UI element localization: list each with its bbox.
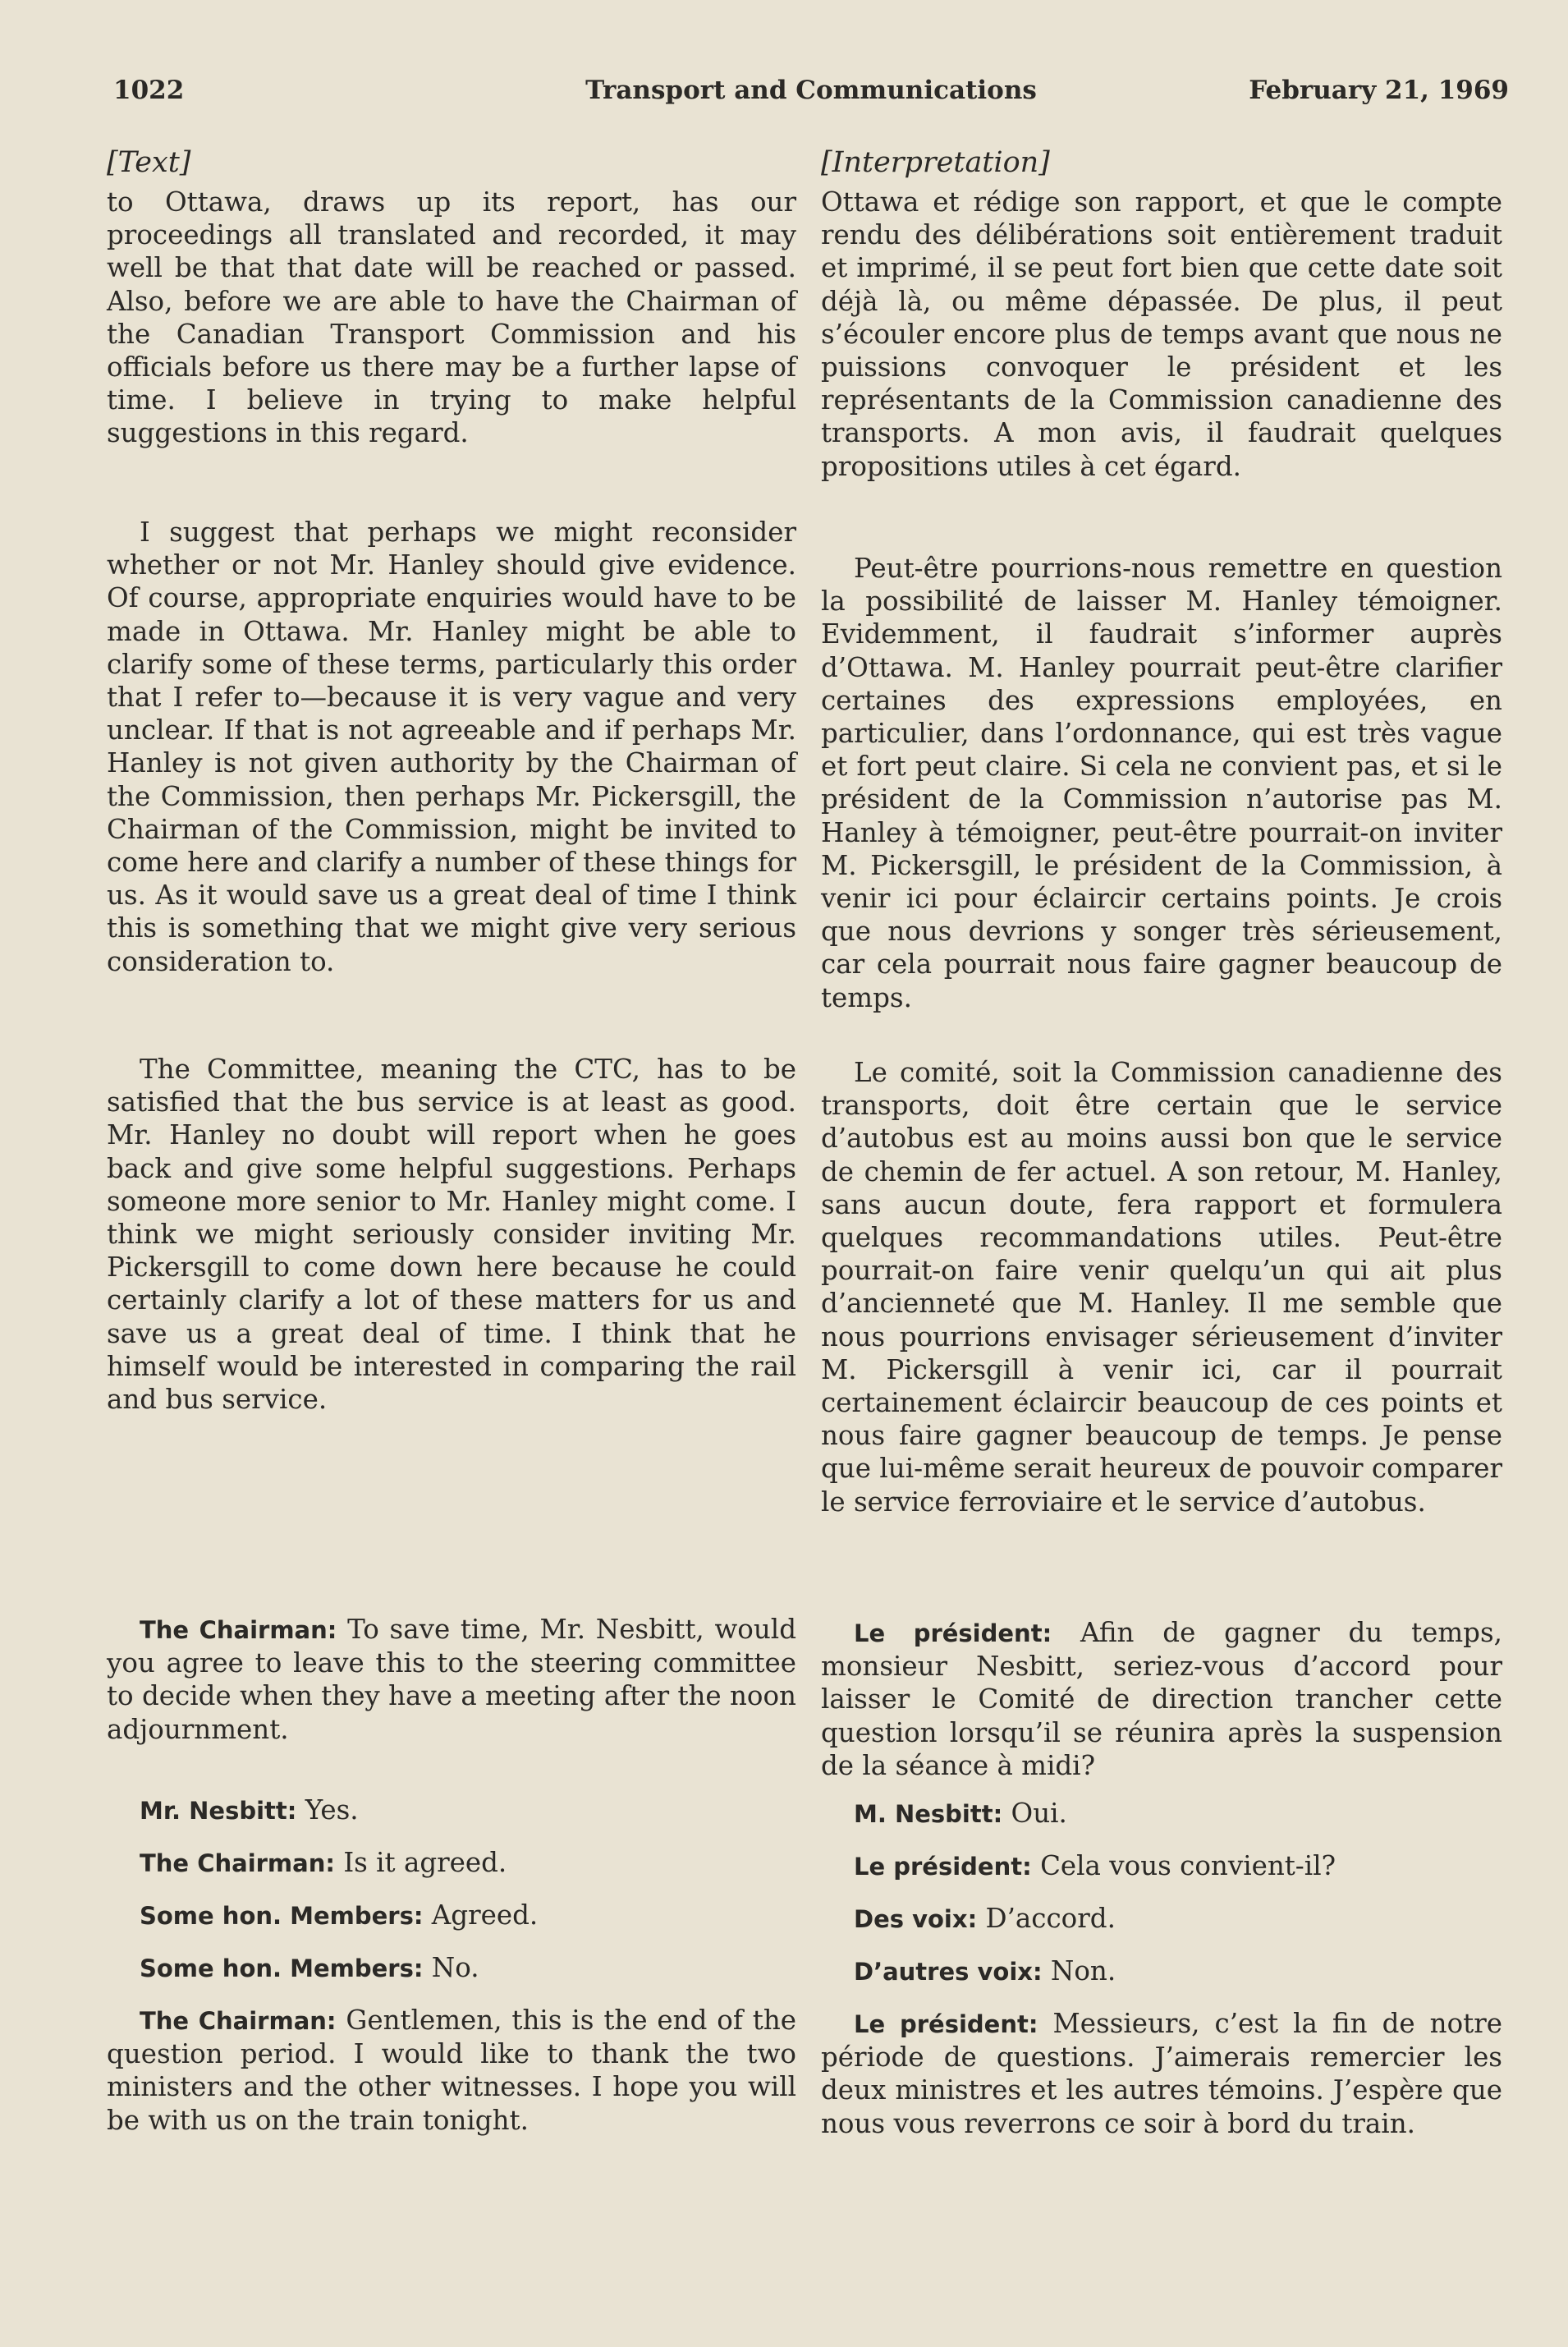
paragraph-1: Ottawa et rédige son rapport, et que le compte rendu des délibérations soit entièrement traduit et imprimé, il se peut fort bien que cette date soit déjà là, ou même dépassée. De plus, il peut s’écouler encore plus de temps avant que nous ne puissions convoquer le président et les représentants de la Commission canadienne des transports. A mon avis, il faudrait quelques propositions utiles à cet égard. — [821, 186, 1502, 482]
speaker-name: M. Nesbitt: — [854, 1800, 1003, 1828]
speech-president-3 — [821, 2007, 1502, 2140]
page-number: 1022 — [113, 76, 185, 105]
speech-president-1 — [821, 1616, 1502, 1782]
column-label-text: [Text] — [107, 146, 191, 179]
speech-text: Gentlemen, this is the end of the question period. I would like to thank the two ministers and the other witnesses. I hope you will be with us on the train tonight. — [107, 2005, 796, 2136]
speech-voices-agreed — [821, 1902, 1502, 1936]
speech-text: No. — [431, 1952, 479, 1983]
speech-chairman-3 — [107, 2004, 796, 2137]
speech-text: Oui. — [1011, 1798, 1067, 1829]
speech-text: Non. — [1050, 1955, 1116, 1986]
column-label-interpretation: [Interpretation] — [821, 146, 1050, 179]
speaker-name: The Chairman: — [140, 2007, 337, 2035]
speech-text: To save time, Mr. Nesbitt, would you agree to leave this to the steering committee to decide when they have a meeting after the noon adjournment. — [107, 1614, 796, 1745]
speech-voices-no — [821, 1954, 1502, 1988]
speech-text: Cela vous convient-il? — [1040, 1850, 1336, 1881]
speech-text: Is it agreed. — [343, 1847, 507, 1878]
page-header — [113, 76, 1509, 117]
speech-text: Messieurs, c’est la fin de notre période de questions. J’aimerais remercier les deux ministres et les autres témoins. J’espère que nous vous reverrons ce soir à bord du train. — [821, 2008, 1502, 2139]
speaker-name: D’autres voix: — [854, 1958, 1043, 1986]
french-column — [821, 146, 1502, 2139]
speaker-name: The Chairman: — [140, 1616, 337, 1644]
page-date: February 21, 1969 — [1249, 76, 1509, 105]
paragraph-1: to Ottawa, draws up its report, has our proceedings all translated and recorded, it may well be that that date will be reached or passed. Also, before we are able to have the Chairman of the Canadian Transport Commission and his officials before us there may be a further lapse of time. I believe in trying to make helpful suggestions in this regard. — [107, 186, 796, 449]
speech-text: Agreed. — [431, 1899, 539, 1931]
speaker-name: Des voix: — [854, 1905, 978, 1933]
running-title: Transport and Communications — [585, 76, 1037, 105]
speech-members-no — [107, 1951, 796, 1985]
speech-text: Yes. — [305, 1794, 359, 1826]
speaker-name: Le président: — [854, 1853, 1032, 1881]
speech-chairman-2 — [107, 1846, 796, 1880]
paragraph-2: I suggest that perhaps we might reconsider whether or not Mr. Hanley should give evidence. Of course, appropriate enquiries would have to be made in Ottawa. Mr. Hanley might be able to clarify some of these terms, particularly this order that I refer to—because it is very vague and very unclear. If that is not agreeable and if perhaps Mr. Hanley is not given authority by the Chairman of the Commission, then perhaps Mr. Pickersgill, the Chairman of the Commission, might be invited to come here and clarify a number of these things for us. As it would save us a great deal of time I think this is something that we might give very serious consideration to. — [107, 517, 796, 977]
speech-president-2 — [821, 1849, 1502, 1883]
paragraph-2: Peut-être pourrions-nous remettre en question la possibilité de laisser M. Hanley témoigner. Evidemment, il faudrait s’informer auprès d’Ottawa. M. Hanley pourrait peut-être clarifier certaines des expressions employées, en particulier, dans l’ordonnance, qui est très vague et fort peut claire. Si cela ne convient pas, et si le président de la Commission n’autorise pas M. Hanley à témoigner, peut-être pourrait-on inviter M. Pickersgill, le président de la Commission, à venir ici pour éclaircir certains points. Je crois que nous devrions y songer très sérieusement, car cela pourrait nous faire gagner beaucoup de temps. — [821, 553, 1502, 1013]
paragraph-3: Le comité, soit la Commission canadienne des transports, doit être certain que le service d’autobus est au moins aussi bon que le service de chemin de fer actuel. A son retour, M. Hanley, sans aucun doute, fera rapport et formulera quelques recommandations utiles. Peut-être pourrait-on faire venir quelqu’un qui ait plus d’ancienneté que M. Hanley. Il me semble que nous pourrions envisager sérieusement d’inviter M. Pickersgill à venir ici, car il pourrait certainement éclaircir beaucoup de ces points et nous faire gagner beaucoup de temps. Je pense que lui-même serait heureux de pouvoir comparer le service ferroviaire et le service d’autobus. — [821, 1057, 1502, 1518]
speaker-name: Mr. Nesbitt: — [140, 1797, 297, 1825]
speaker-name: The Chairman: — [140, 1849, 335, 1877]
paragraph-3: The Committee, meaning the CTC, has to be satisfied that the bus service is at least as good. Mr. Hanley no doubt will report when he goes back and give some helpful suggestions. Perhaps someone more senior to Mr. Hanley might come. I think we might seriously consider inviting Mr. Pickersgill to come down here because he could certainly clarify a lot of these matters for us and save us a great deal of time. I think that he himself would be interested in comparing the rail and bus service. — [107, 1054, 796, 1416]
speech-text: Afin de gagner du temps, monsieur Nesbitt, seriez-vous d’accord pour laisser le Comité de direction trancher cette question lorsqu’il se réunira après la suspension de la séance à midi? — [821, 1617, 1502, 1781]
speech-text: D’accord. — [985, 1903, 1116, 1934]
speech-nesbitt — [821, 1797, 1502, 1830]
speaker-name: Some hon. Members: — [140, 1954, 424, 1982]
speech-nesbitt — [107, 1794, 796, 1827]
speaker-name: Some hon. Members: — [140, 1902, 424, 1930]
speaker-name: Le président: — [854, 1619, 1052, 1647]
english-column — [107, 146, 796, 2136]
speech-chairman-1 — [107, 1613, 796, 1746]
speech-members-agreed — [107, 1899, 796, 1932]
speaker-name: Le président: — [854, 2010, 1038, 2038]
